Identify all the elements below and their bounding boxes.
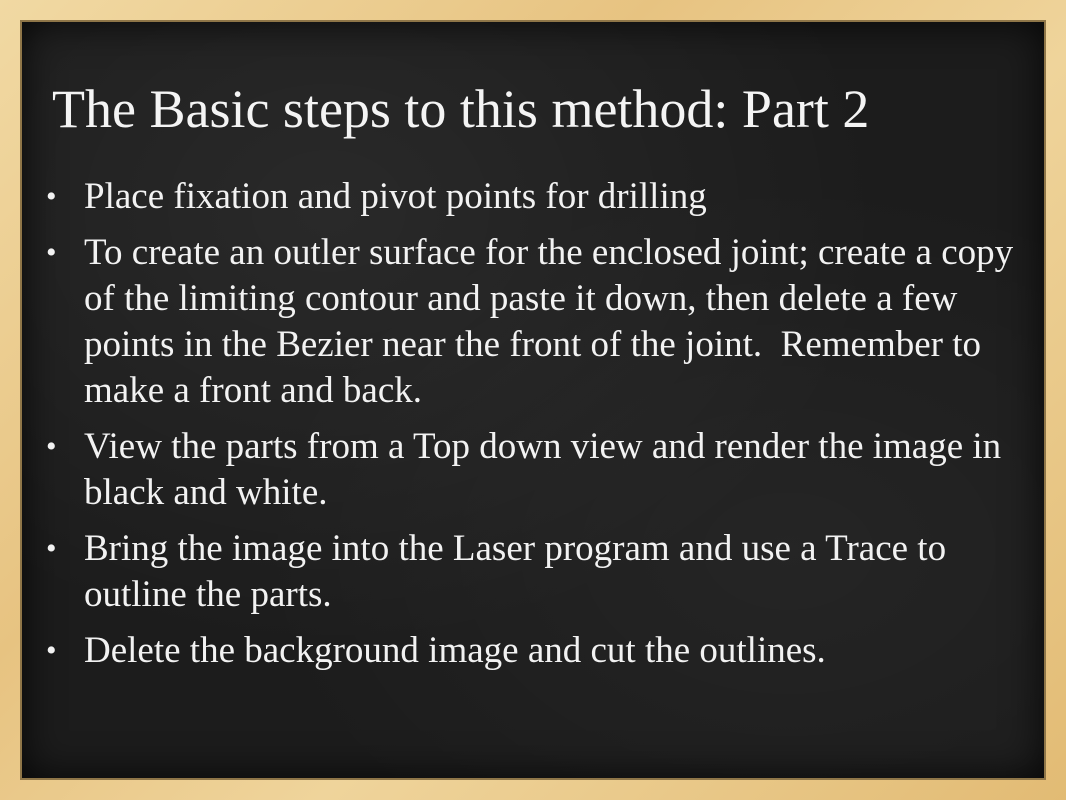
- bullet-icon: •: [46, 532, 57, 565]
- list-item: [46, 174, 1036, 220]
- bullet-icon: •: [46, 180, 57, 213]
- bullet-text: Bring the image into the Laser program and use a Trace to outline the parts.: [84, 528, 947, 615]
- bullet-list: [46, 174, 1036, 684]
- bullet-text: Place fixation and pivot points for drilling: [84, 176, 707, 217]
- bullet-text: To create an outler surface for the enclosed joint; create a copy of the limiting contour and paste it down, then delete a few points in the Bezier near the front of the joint. Remember to make a front and back.: [84, 232, 1023, 411]
- bullet-text: View the parts from a Top down view and render the image in black and white.: [84, 426, 1002, 513]
- list-item: [46, 424, 1036, 516]
- bullet-icon: •: [46, 236, 57, 269]
- chalkboard: [20, 20, 1046, 780]
- list-item: [46, 230, 1036, 414]
- list-item: [46, 526, 1036, 618]
- bullet-icon: •: [46, 634, 57, 667]
- bullet-icon: •: [46, 430, 57, 463]
- list-item: [46, 628, 1036, 674]
- bullet-text: Delete the background image and cut the outlines.: [84, 630, 826, 671]
- slide-title: The Basic steps to this method: Part 2: [52, 79, 870, 139]
